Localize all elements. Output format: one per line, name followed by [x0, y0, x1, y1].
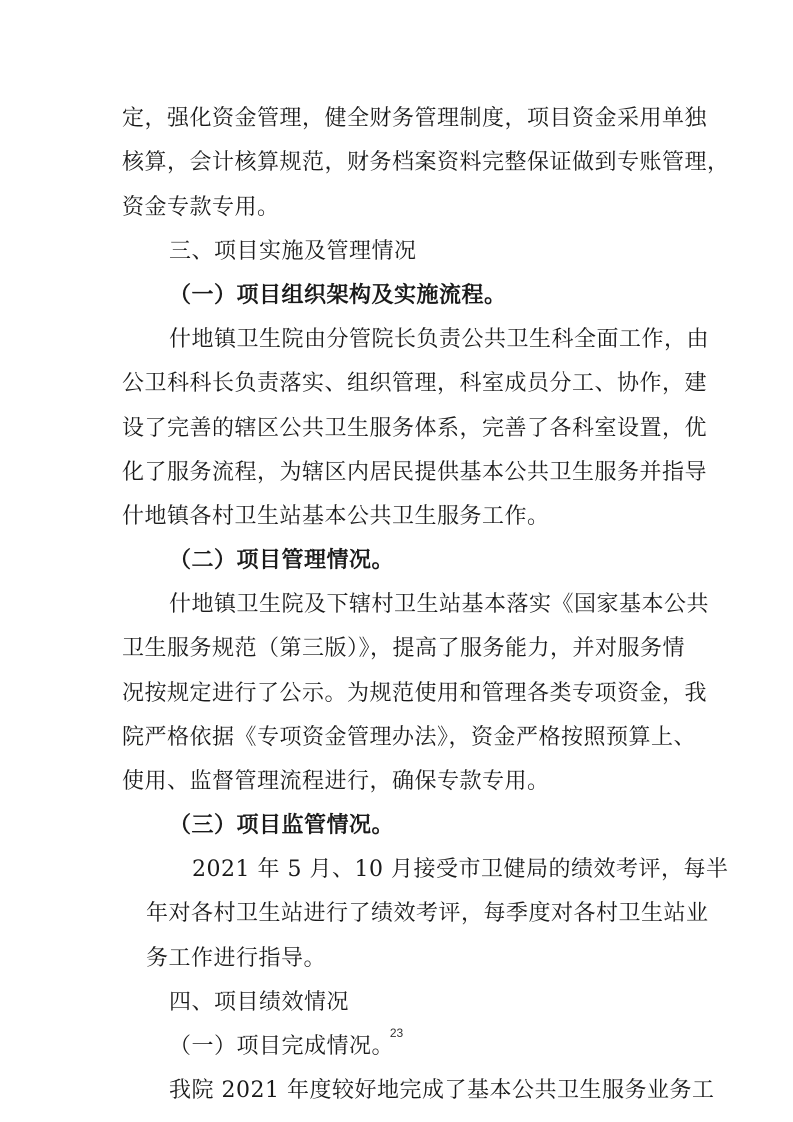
body-text-line: 什地镇各村卫生站基本公共卫生服务工作。: [122, 504, 550, 529]
subsection-heading: （三）项目监管情况。: [169, 813, 395, 838]
body-text-line: 务工作进行指导。: [146, 946, 327, 971]
subsection-heading: （一）项目组织架构及实施流程。: [169, 283, 507, 308]
body-text-line: 公卫科科长负责落实、组织管理，科室成员分工、协作，建: [122, 371, 708, 396]
page-number: 23: [389, 1026, 404, 1040]
body-text-line: 年对各村卫生站进行了绩效考评，每季度对各村卫生站业: [146, 901, 709, 926]
body-text-line: 我院 2021 年度较好地完成了基本公共卫生服务业务工: [169, 1078, 715, 1103]
body-text-line: 2021 年 5 月、10 月接受市卫健局的绩效考评，每半: [192, 857, 729, 882]
body-text-line: 使用、监督管理流程进行，确保专款专用。: [122, 769, 550, 794]
body-text-line: 核算，会计核算规范，财务档案资料完整保证做到专账管理，: [122, 150, 730, 175]
body-text-line: 什地镇卫生院由分管院长负责公共卫生科全面工作，由: [169, 327, 710, 352]
section-heading: 三、项目实施及管理情况: [169, 239, 417, 264]
body-text-line: 院严格依据《专项资金管理办法》，资金严格按照预算上、: [122, 725, 697, 750]
body-text-line: 况按规定进行了公示。为规范使用和管理各类专项资金，我: [122, 681, 708, 706]
subsection-heading: （一）项目完成情况。: [169, 1034, 395, 1059]
body-text-line: 卫生服务规范（第三版）》，提高了服务能力，并对服务情: [122, 636, 686, 661]
body-text-line: 什地镇卫生院及下辖村卫生站基本落实《国家基本公共: [169, 592, 710, 617]
section-heading: 四、项目绩效情况: [169, 990, 350, 1015]
body-text-line: 化了服务流程，为辖区内居民提供基本公共卫生服务并指导: [122, 460, 708, 485]
body-text-line: 设了完善的辖区公共卫生服务体系，完善了各科室设置，优: [122, 416, 708, 441]
body-text-line: 定，强化资金管理，健全财务管理制度，项目资金采用单独: [122, 106, 708, 131]
subsection-heading: （二）项目管理情况。: [169, 548, 395, 573]
body-text-line: 资金专款专用。: [122, 195, 280, 220]
